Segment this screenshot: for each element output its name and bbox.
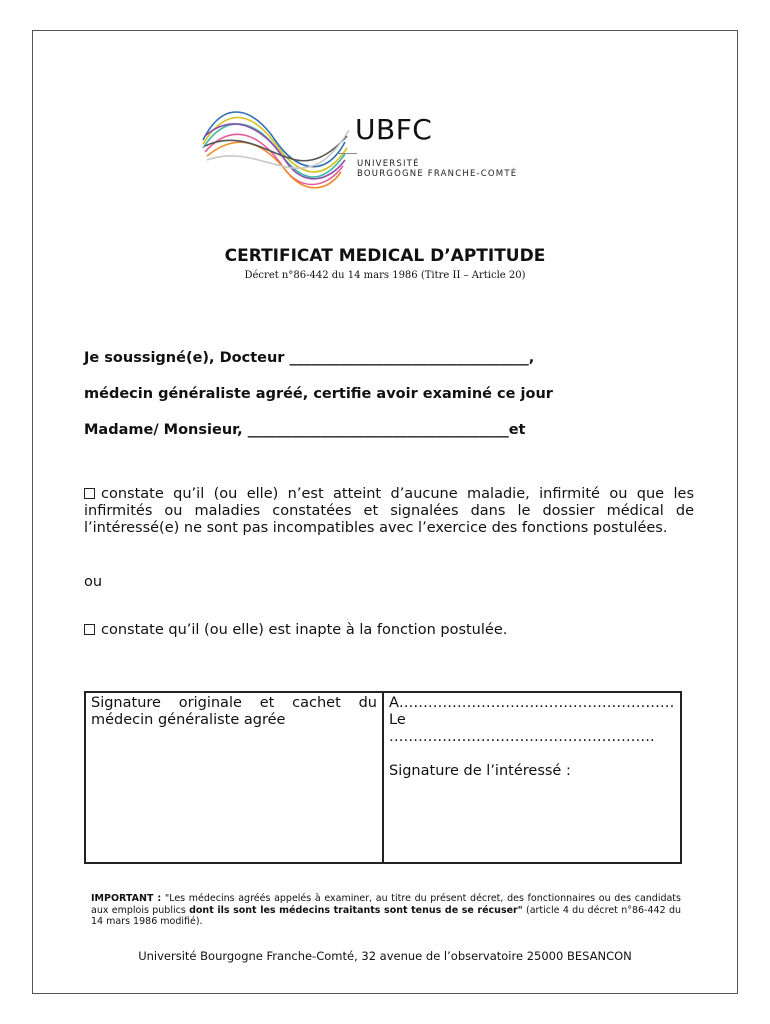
university-brand	[355, 113, 518, 179]
checkbox-unfit[interactable]	[84, 624, 95, 635]
important-text-2: (article 4 du décret n°86-442 du 14 mars 1986 modifié).	[91, 904, 681, 927]
doctor-name-line: Je soussigné(e), Docteur _________________________________,	[84, 350, 535, 366]
important-bold-text: dont ils sont les médecins traitants sont tenus de se récuser"	[189, 904, 523, 916]
ubfc-logo-waves	[195, 100, 355, 196]
interested-signature-label: Signature de l’intéressé :	[389, 763, 571, 779]
brand-subline-1: UNIVERSITÉ	[357, 159, 420, 169]
option-unfit	[84, 622, 694, 639]
place-date-cell	[384, 693, 680, 862]
option-unfit-text: constate qu’il (ou elle) est inapte à la fonction postulée.	[101, 622, 508, 638]
important-label: IMPORTANT :	[91, 893, 162, 904]
important-text-1: "Les médecins agréés appelés à examiner, au titre du présent décret, des fonctionnaires ou des candidats aux emplois publics	[91, 893, 681, 916]
brand-name: UBFC	[355, 113, 433, 146]
decree-reference: Décret n°86-442 du 14 mars 1986 (Titre II – Article 20)	[244, 270, 526, 281]
brand-subline-2: BOURGOGNE FRANCHE-COMTÉ	[357, 169, 518, 179]
option-fit	[84, 486, 694, 537]
or-separator: ou	[84, 574, 103, 590]
patient-name-line: Madame/ Monsieur, ____________________________________et	[84, 422, 526, 438]
signature-table	[84, 691, 682, 864]
option-fit-text: constate qu’il (ou elle) n’est atteint d’aucune maladie, infirmité ou que les infirmités ou maladies constatées et signalées dans le dossier médical de l’intéressé(e) ne sont pas incompatibles avec l’exercice des fonctions postulées.	[84, 486, 694, 536]
examination-statement: médecin généraliste agréé, certifie avoir examiné ce jour	[84, 386, 553, 402]
doctor-signature-label: Signature originale et cachet du médecin généraliste agrée	[91, 695, 377, 728]
date-line: Le ……………………………………………….	[389, 712, 655, 745]
brand-divider	[337, 153, 357, 154]
footer-address: Université Bourgogne Franche-Comté, 32 avenue de l’observatoire 25000 BESANCON	[138, 949, 632, 963]
checkbox-fit[interactable]	[84, 488, 95, 499]
doctor-signature-cell	[86, 693, 384, 862]
important-notice	[91, 893, 681, 928]
place-line: A…………………………………………………	[389, 695, 675, 711]
certificate-title: CERTIFICAT MEDICAL D’APTITUDE	[224, 246, 546, 266]
brand-subtitle	[357, 159, 517, 179]
